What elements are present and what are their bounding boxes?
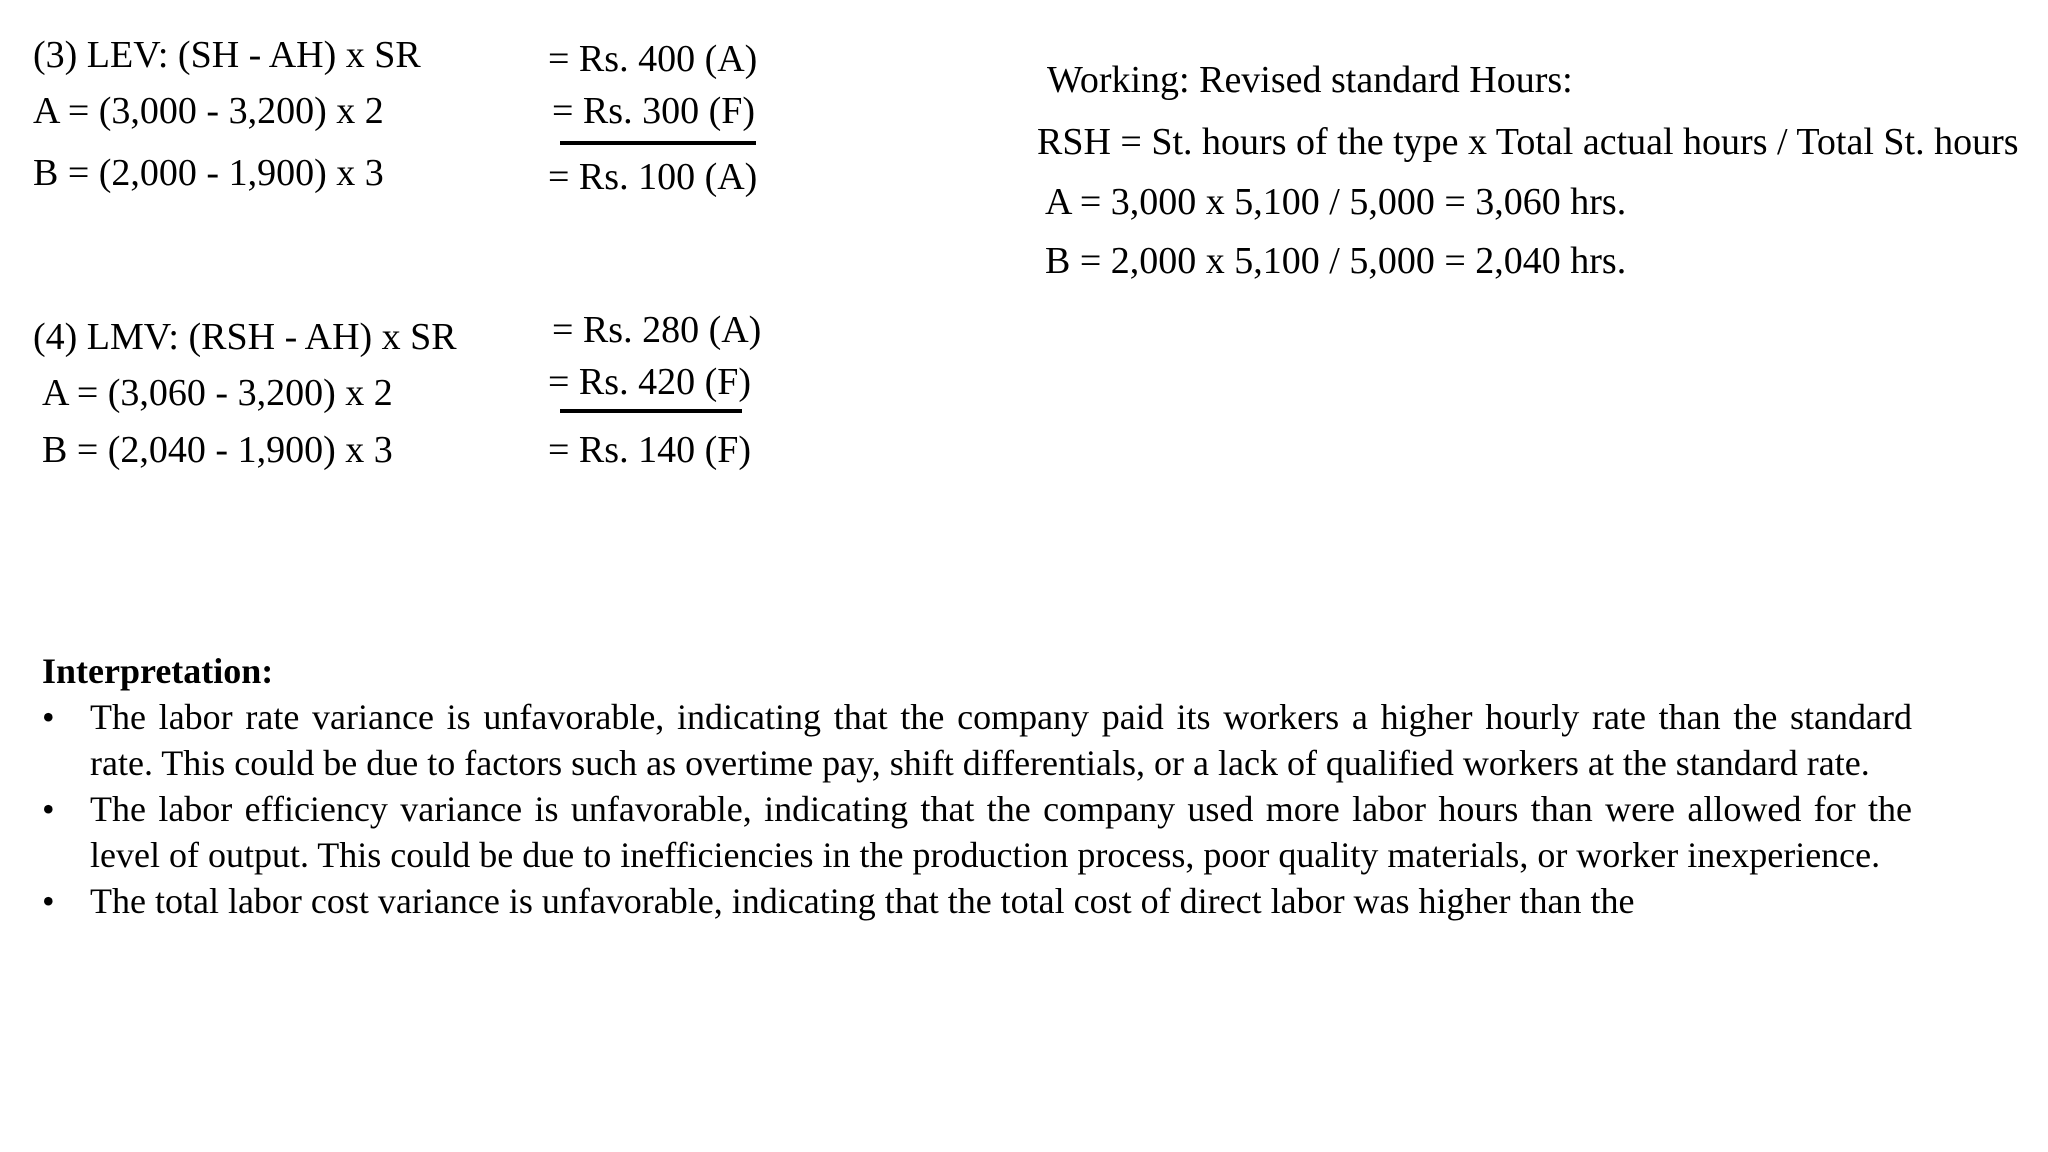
interpretation-item-cost: [42, 878, 1912, 924]
interpretation-item-rate: [42, 694, 1912, 786]
lmv-result-a: = Rs. 420 (F): [548, 361, 752, 403]
lmv-result-total: = Rs. 280 (A): [552, 309, 762, 351]
bullet-icon: •: [42, 881, 55, 921]
lmv-result-b: = Rs. 140 (F): [548, 429, 752, 471]
bullet-icon: •: [42, 697, 55, 737]
lmv-row-b: B = (2,040 - 1,900) x 3: [42, 429, 393, 471]
lev-row-b: B = (2,000 - 1,900) x 3: [33, 152, 384, 194]
lmv-row-a: A = (3,060 - 3,200) x 2: [42, 372, 393, 414]
lmv-heading: (4) LMV: (RSH - AH) x SR: [33, 316, 457, 358]
lmv-sum-rule: [560, 409, 742, 413]
interpretation-list: [42, 694, 1912, 924]
working-line-b: B = 2,000 x 5,100 / 5,000 = 2,040 hrs.: [1045, 240, 1627, 282]
lev-result-a: = Rs. 300 (F): [552, 90, 756, 132]
interpretation-title: Interpretation:: [42, 651, 274, 691]
interpretation-item-text: The labor rate variance is unfavorable, indicating that the company paid its workers a higher hourly rate than the standard rate. This could be due to factors such as overtime pay, shift differentials, or a lack of qualified workers at the standard rate.: [90, 697, 1912, 783]
working-line-a: A = 3,000 x 5,100 / 5,000 = 3,060 hrs.: [1045, 181, 1627, 223]
interpretation-item-text: The labor efficiency variance is unfavorable, indicating that the company used more labor hours than were allowed for the level of output. This could be due to inefficiencies in the production process, poor quality materials, or worker inexperience.: [90, 789, 1912, 875]
interpretation-item-text: The total labor cost variance is unfavorable, indicating that the total cost of direct labor was higher than the: [90, 881, 1635, 921]
interpretation-section: [42, 648, 1912, 924]
lev-result-total: = Rs. 400 (A): [548, 38, 758, 80]
interpretation-item-efficiency: [42, 786, 1912, 878]
lev-heading: (3) LEV: (SH - AH) x SR: [33, 34, 421, 76]
bullet-icon: •: [42, 789, 55, 829]
lev-sum-rule: [560, 141, 756, 145]
lev-result-b: = Rs. 100 (A): [548, 156, 758, 198]
lev-row-a: A = (3,000 - 3,200) x 2: [33, 90, 384, 132]
working-title: Working: Revised standard Hours:: [1047, 59, 1573, 101]
working-formula: RSH = St. hours of the type x Total actual hours / Total St. hours: [1037, 121, 2019, 163]
